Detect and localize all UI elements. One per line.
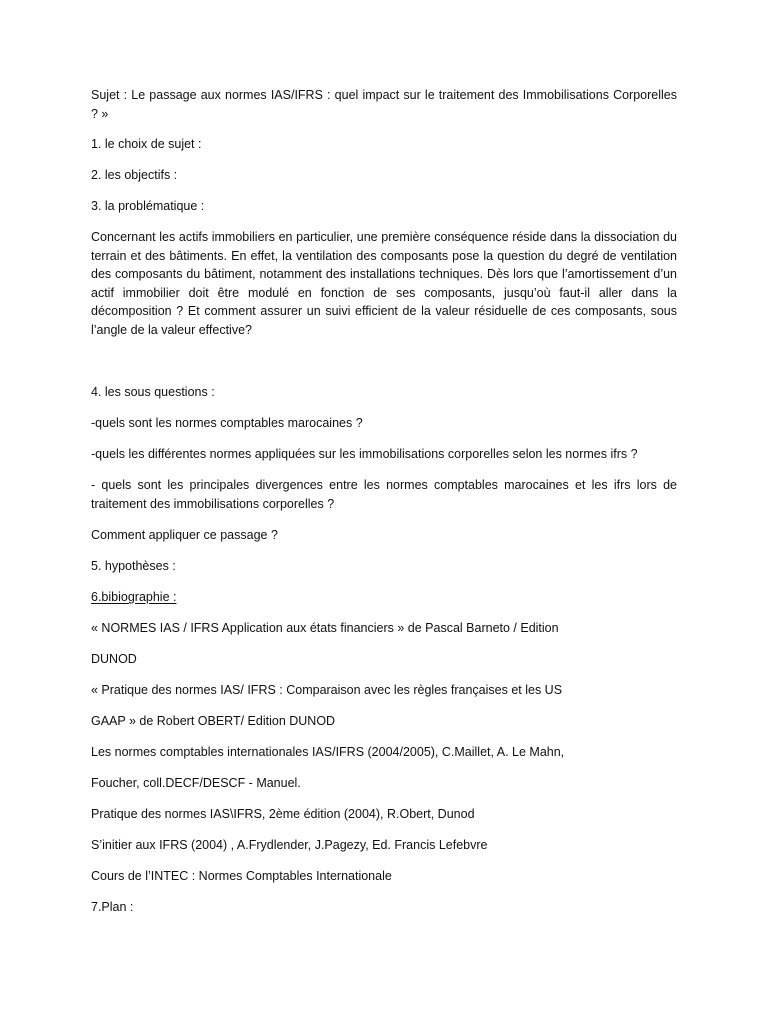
section-problem-heading: 3. la problématique : [91, 199, 205, 213]
problem-paragraph: Concernant les actifs immobiliers en particulier, une première conséquence réside dans la dissociation du terrain et des bâtiments. En effet, la ventilation des composants pose la question du degré de ventilation des composants du bâtiment, notamment des installations techniques. Dès lors que l’amortissement d’un actif immobilier doit être modulé en fonction de ses composants, jusqu’où faut-il aller dans la décomposition ? Et comment assurer un suivi efficient de la valeur résiduelle de ces composants, sous l’angle de la valeur effective? [91, 230, 677, 337]
section-bibliography-heading: 6.bibiographie : [91, 590, 177, 604]
bibliography-entry-1-line-2: DUNOD [91, 652, 137, 666]
bibliography-entry-2-line-2: GAAP » de Robert OBERT/ Edition DUNOD [91, 714, 336, 728]
subquestion-2: -quels les différentes normes appliquées sur les immobilisations corporelles selon les normes ifrs ? [91, 447, 638, 461]
subquestion-3: - quels sont les principales divergences entre les normes comptables marocaines et les ifrs lors de traitement des immobilisations corporelles ? [91, 478, 677, 511]
bibliography-entry-1-line-1: « NORMES IAS / IFRS Application aux états financiers » de Pascal Barneto / Edition [91, 621, 559, 635]
section-objectives-heading: 2. les objectifs : [91, 168, 178, 182]
bibliography-entry-6: Cours de l’INTEC : Normes Comptables Internationale [91, 869, 392, 883]
bibliography-entry-3-line-2: Foucher, coll.DECF/DESCF - Manuel. [91, 776, 301, 790]
section-hypotheses-heading: 5. hypothèses : [91, 559, 176, 573]
subquestion-1: -quels sont les normes comptables marocaines ? [91, 416, 363, 430]
section-subquestions-heading: 4. les sous questions : [91, 385, 215, 399]
bibliography-entry-4: Pratique des normes IAS\IFRS, 2ème édition (2004), R.Obert, Dunod [91, 807, 475, 821]
section-plan-heading: 7.Plan : [91, 900, 134, 914]
bibliography-entry-3-line-1: Les normes comptables internationales IAS/IFRS (2004/2005), C.Maillet, A. Le Mahn, [91, 745, 565, 759]
bibliography-entry-2-line-1: « Pratique des normes IAS/ IFRS : Comparaison avec les règles françaises et les US [91, 683, 563, 697]
bibliography-entry-5: S’initier aux IFRS (2004) , A.Frydlender, J.Pagezy, Ed. Francis Lefebvre [91, 838, 488, 852]
subject-heading: Sujet : Le passage aux normes IAS/IFRS : quel impact sur le traitement des Immobilisations Corporelles ? » [91, 88, 677, 121]
subquestion-4: Comment appliquer ce passage ? [91, 528, 278, 542]
section-choice-heading: 1. le choix de sujet : [91, 137, 202, 151]
